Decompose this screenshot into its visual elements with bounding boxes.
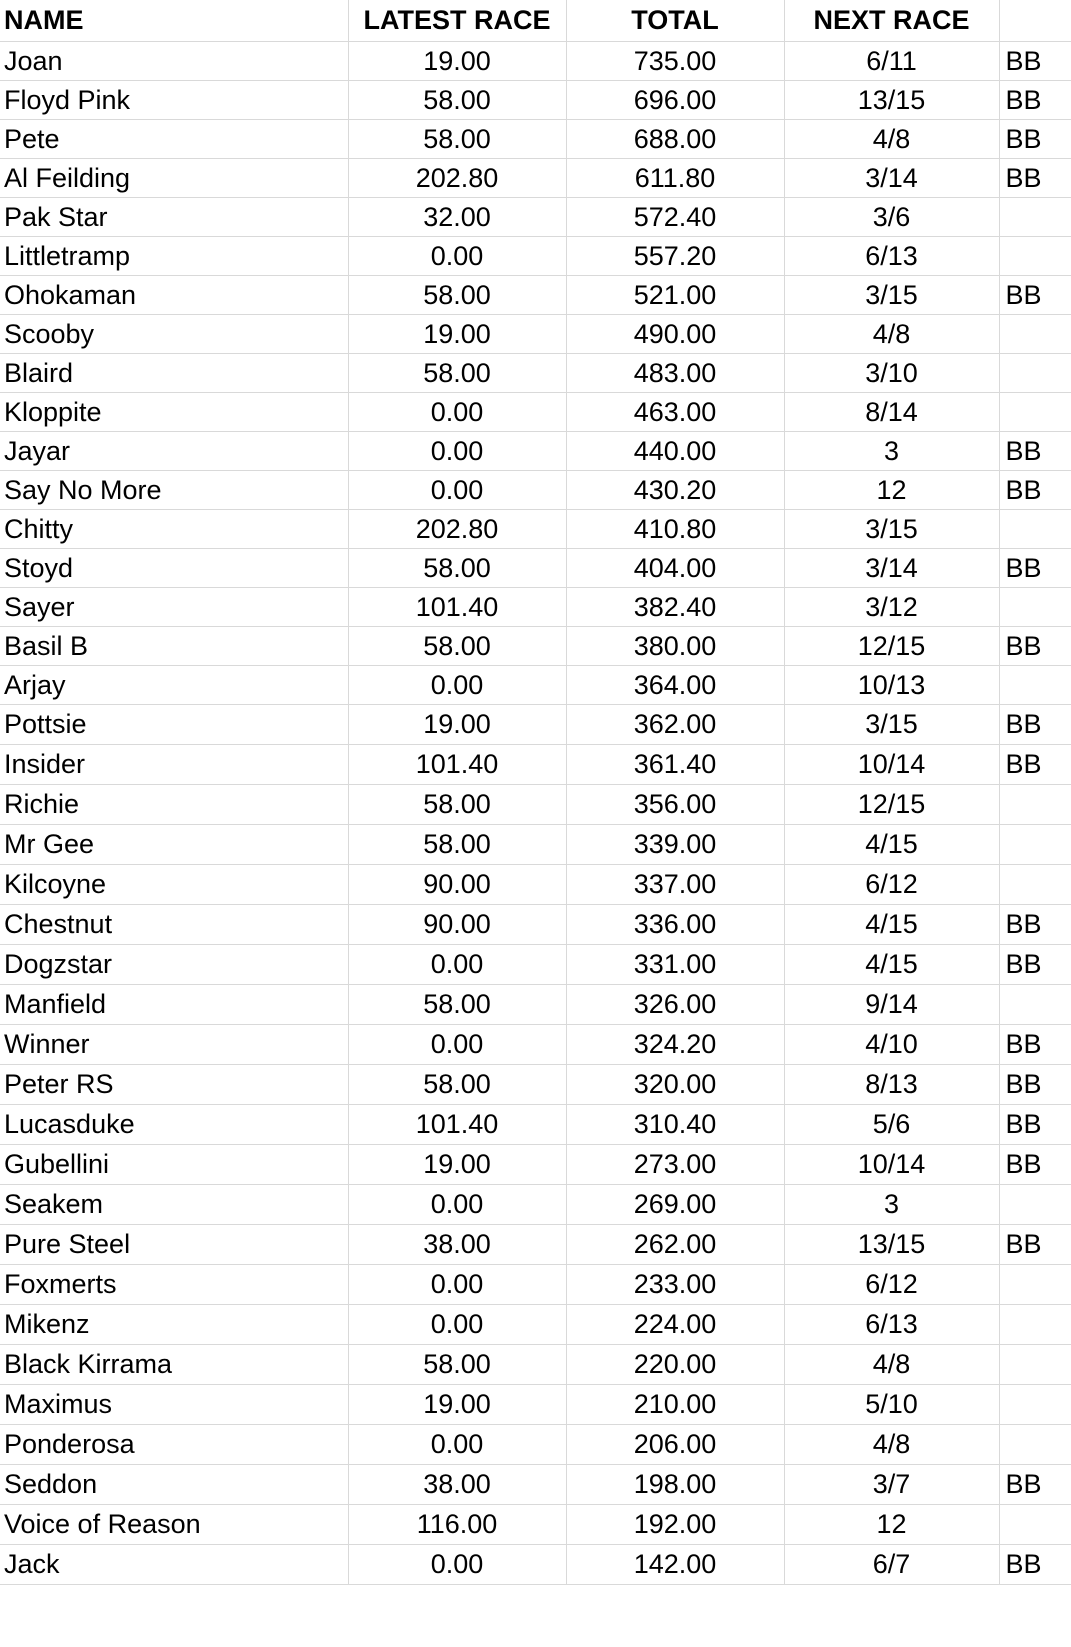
cell-flag[interactable]: BB	[999, 745, 1071, 785]
cell-latest-race[interactable]: 0.00	[348, 237, 566, 276]
cell-flag[interactable]: BB	[999, 159, 1071, 198]
cell-flag[interactable]: BB	[999, 42, 1071, 81]
cell-name[interactable]: Say No More	[0, 471, 348, 510]
cell-name[interactable]: Sayer	[0, 588, 348, 627]
cell-flag[interactable]: BB	[999, 705, 1071, 745]
cell-total[interactable]: 557.20	[566, 237, 784, 276]
cell-total[interactable]: 490.00	[566, 315, 784, 354]
cell-name[interactable]: Ponderosa	[0, 1425, 348, 1465]
cell-flag[interactable]	[999, 315, 1071, 354]
cell-total[interactable]: 220.00	[566, 1345, 784, 1385]
header-next-race[interactable]: NEXT RACE	[784, 0, 999, 42]
cell-next-race[interactable]: 5/6	[784, 1105, 999, 1145]
cell-flag[interactable]: BB	[999, 1065, 1071, 1105]
cell-name[interactable]: Pak Star	[0, 198, 348, 237]
cell-flag[interactable]	[999, 237, 1071, 276]
cell-name[interactable]: Seakem	[0, 1185, 348, 1225]
cell-latest-race[interactable]: 58.00	[348, 354, 566, 393]
header-latest-race[interactable]: LATEST RACE	[348, 0, 566, 42]
table-row	[0, 745, 1071, 785]
cell-next-race[interactable]: 13/15	[784, 81, 999, 120]
cell-total[interactable]: 483.00	[566, 354, 784, 393]
cell-name[interactable]: Richie	[0, 785, 348, 825]
cell-total[interactable]: 361.40	[566, 745, 784, 785]
cell-flag[interactable]	[999, 354, 1071, 393]
cell-next-race[interactable]: 13/15	[784, 1225, 999, 1265]
cell-next-race[interactable]: 9/14	[784, 985, 999, 1025]
cell-flag[interactable]	[999, 510, 1071, 549]
cell-next-race[interactable]: 12/15	[784, 785, 999, 825]
cell-next-race[interactable]: 5/10	[784, 1385, 999, 1425]
table-row	[0, 315, 1071, 354]
cell-latest-race[interactable]: 101.40	[348, 588, 566, 627]
table-row	[0, 1385, 1071, 1425]
cell-next-race[interactable]: 3/15	[784, 276, 999, 315]
table-row	[0, 237, 1071, 276]
cell-total[interactable]: 262.00	[566, 1225, 784, 1265]
cell-total[interactable]: 611.80	[566, 159, 784, 198]
header-flag[interactable]	[999, 0, 1071, 42]
cell-flag[interactable]: BB	[999, 120, 1071, 159]
cell-flag[interactable]	[999, 1265, 1071, 1305]
cell-flag[interactable]	[999, 1505, 1071, 1545]
table-row	[0, 1345, 1071, 1385]
table-row	[0, 945, 1071, 985]
header-row	[0, 0, 1071, 42]
cell-total[interactable]: 521.00	[566, 276, 784, 315]
cell-name[interactable]: Blaird	[0, 354, 348, 393]
cell-name[interactable]: Mikenz	[0, 1305, 348, 1345]
cell-total[interactable]: 463.00	[566, 393, 784, 432]
header-name[interactable]: NAME	[0, 0, 348, 42]
cell-next-race[interactable]: 8/14	[784, 393, 999, 432]
cell-flag[interactable]: BB	[999, 549, 1071, 588]
cell-name[interactable]: Mr Gee	[0, 825, 348, 865]
cell-name[interactable]: Arjay	[0, 666, 348, 705]
cell-flag[interactable]: BB	[999, 1465, 1071, 1505]
cell-name[interactable]: Al Feilding	[0, 159, 348, 198]
cell-flag[interactable]	[999, 1425, 1071, 1465]
cell-name[interactable]: Winner	[0, 1025, 348, 1065]
cell-latest-race[interactable]: 58.00	[348, 276, 566, 315]
cell-latest-race[interactable]: 116.00	[348, 1505, 566, 1545]
cell-total[interactable]: 339.00	[566, 825, 784, 865]
cell-name[interactable]: Insider	[0, 745, 348, 785]
cell-latest-race[interactable]: 38.00	[348, 1225, 566, 1265]
cell-next-race[interactable]: 4/8	[784, 315, 999, 354]
cell-total[interactable]: 326.00	[566, 985, 784, 1025]
cell-next-race[interactable]: 4/8	[784, 120, 999, 159]
cell-total[interactable]: 273.00	[566, 1145, 784, 1185]
cell-flag[interactable]: BB	[999, 1145, 1071, 1185]
cell-next-race[interactable]: 10/14	[784, 1145, 999, 1185]
cell-flag[interactable]: BB	[999, 432, 1071, 471]
table-row	[0, 393, 1071, 432]
table-row	[0, 276, 1071, 315]
cell-flag[interactable]	[999, 1385, 1071, 1425]
cell-name[interactable]: Jack	[0, 1545, 348, 1585]
cell-next-race[interactable]: 4/15	[784, 825, 999, 865]
header-total[interactable]: TOTAL	[566, 0, 784, 42]
cell-next-race[interactable]: 10/13	[784, 666, 999, 705]
cell-flag[interactable]	[999, 985, 1071, 1025]
cell-flag[interactable]	[999, 1185, 1071, 1225]
cell-latest-race[interactable]: 101.40	[348, 745, 566, 785]
cell-latest-race[interactable]: 19.00	[348, 1145, 566, 1185]
cell-latest-race[interactable]: 58.00	[348, 985, 566, 1025]
cell-flag[interactable]: BB	[999, 1025, 1071, 1065]
cell-next-race[interactable]: 3/15	[784, 510, 999, 549]
cell-total[interactable]: 572.40	[566, 198, 784, 237]
cell-latest-race[interactable]: 38.00	[348, 1465, 566, 1505]
cell-latest-race[interactable]: 19.00	[348, 705, 566, 745]
cell-latest-race[interactable]: 0.00	[348, 945, 566, 985]
cell-next-race[interactable]: 3/14	[784, 159, 999, 198]
cell-flag[interactable]	[999, 865, 1071, 905]
cell-name[interactable]: Pottsie	[0, 705, 348, 745]
cell-latest-race[interactable]: 0.00	[348, 1545, 566, 1585]
cell-next-race[interactable]: 4/15	[784, 945, 999, 985]
cell-name[interactable]: Littletramp	[0, 237, 348, 276]
table-row	[0, 471, 1071, 510]
table-row	[0, 825, 1071, 865]
cell-flag[interactable]	[999, 393, 1071, 432]
cell-name[interactable]: Kilcoyne	[0, 865, 348, 905]
table-body	[0, 42, 1071, 1585]
cell-next-race[interactable]: 3/10	[784, 354, 999, 393]
cell-name[interactable]: Voice of Reason	[0, 1505, 348, 1545]
table-row	[0, 1185, 1071, 1225]
cell-next-race[interactable]: 10/14	[784, 745, 999, 785]
cell-next-race[interactable]: 6/7	[784, 1545, 999, 1585]
cell-total[interactable]: 430.20	[566, 471, 784, 510]
cell-latest-race[interactable]: 19.00	[348, 315, 566, 354]
cell-flag[interactable]	[999, 666, 1071, 705]
table-row	[0, 42, 1071, 81]
cell-total[interactable]: 356.00	[566, 785, 784, 825]
cell-latest-race[interactable]: 58.00	[348, 785, 566, 825]
cell-next-race[interactable]: 6/13	[784, 1305, 999, 1345]
cell-total[interactable]: 310.40	[566, 1105, 784, 1145]
cell-latest-race[interactable]: 0.00	[348, 1305, 566, 1345]
table-row	[0, 985, 1071, 1025]
cell-next-race[interactable]: 4/8	[784, 1345, 999, 1385]
cell-next-race[interactable]: 12/15	[784, 627, 999, 666]
cell-total[interactable]: 364.00	[566, 666, 784, 705]
cell-flag[interactable]	[999, 1305, 1071, 1345]
cell-latest-race[interactable]: 0.00	[348, 1425, 566, 1465]
table-row	[0, 905, 1071, 945]
cell-next-race[interactable]: 3/14	[784, 549, 999, 588]
cell-latest-race[interactable]: 0.00	[348, 1185, 566, 1225]
cell-name[interactable]: Chestnut	[0, 905, 348, 945]
table-row	[0, 1465, 1071, 1505]
cell-total[interactable]: 206.00	[566, 1425, 784, 1465]
cell-name[interactable]: Gubellini	[0, 1145, 348, 1185]
cell-next-race[interactable]: 3/7	[784, 1465, 999, 1505]
cell-name[interactable]: Lucasduke	[0, 1105, 348, 1145]
table-row	[0, 666, 1071, 705]
cell-next-race[interactable]: 3	[784, 1185, 999, 1225]
table-row	[0, 1065, 1071, 1105]
table-row	[0, 510, 1071, 549]
table-row	[0, 588, 1071, 627]
cell-total[interactable]: 224.00	[566, 1305, 784, 1345]
cell-flag[interactable]: BB	[999, 1545, 1071, 1585]
cell-name[interactable]: Seddon	[0, 1465, 348, 1505]
cell-name[interactable]: Maximus	[0, 1385, 348, 1425]
cell-latest-race[interactable]: 19.00	[348, 1385, 566, 1425]
cell-name[interactable]: Stoyd	[0, 549, 348, 588]
cell-latest-race[interactable]: 101.40	[348, 1105, 566, 1145]
cell-total[interactable]: 210.00	[566, 1385, 784, 1425]
table-row	[0, 705, 1071, 745]
cell-total[interactable]: 331.00	[566, 945, 784, 985]
cell-latest-race[interactable]: 0.00	[348, 1265, 566, 1305]
cell-total[interactable]: 696.00	[566, 81, 784, 120]
cell-latest-race[interactable]: 90.00	[348, 865, 566, 905]
cell-latest-race[interactable]: 0.00	[348, 432, 566, 471]
cell-next-race[interactable]: 6/11	[784, 42, 999, 81]
cell-total[interactable]: 142.00	[566, 1545, 784, 1585]
table-row	[0, 1225, 1071, 1265]
table-row	[0, 120, 1071, 159]
table-row	[0, 1505, 1071, 1545]
cell-flag[interactable]: BB	[999, 276, 1071, 315]
table-row	[0, 549, 1071, 588]
cell-next-race[interactable]: 12	[784, 471, 999, 510]
cell-latest-race[interactable]: 58.00	[348, 825, 566, 865]
cell-name[interactable]: Black Kirrama	[0, 1345, 348, 1385]
cell-latest-race[interactable]: 32.00	[348, 198, 566, 237]
cell-total[interactable]: 337.00	[566, 865, 784, 905]
cell-latest-race[interactable]: 58.00	[348, 1065, 566, 1105]
cell-name[interactable]: Pete	[0, 120, 348, 159]
cell-flag[interactable]	[999, 1345, 1071, 1385]
cell-next-race[interactable]: 3/15	[784, 705, 999, 745]
cell-next-race[interactable]: 4/8	[784, 1425, 999, 1465]
table-row	[0, 81, 1071, 120]
cell-total[interactable]: 320.00	[566, 1065, 784, 1105]
cell-latest-race[interactable]: 58.00	[348, 120, 566, 159]
cell-latest-race[interactable]: 58.00	[348, 81, 566, 120]
cell-name[interactable]: Chitty	[0, 510, 348, 549]
cell-next-race[interactable]: 4/10	[784, 1025, 999, 1065]
table-row	[0, 1265, 1071, 1305]
table-row	[0, 627, 1071, 666]
cell-name[interactable]: Joan	[0, 42, 348, 81]
cell-name[interactable]: Floyd Pink	[0, 81, 348, 120]
cell-total[interactable]: 269.00	[566, 1185, 784, 1225]
cell-next-race[interactable]: 6/12	[784, 865, 999, 905]
cell-flag[interactable]: BB	[999, 945, 1071, 985]
cell-next-race[interactable]: 4/15	[784, 905, 999, 945]
table-row	[0, 1105, 1071, 1145]
table-row	[0, 1545, 1071, 1585]
cell-total[interactable]: 735.00	[566, 42, 784, 81]
table-row	[0, 354, 1071, 393]
cell-next-race[interactable]: 12	[784, 1505, 999, 1545]
cell-name[interactable]: Peter RS	[0, 1065, 348, 1105]
cell-flag[interactable]	[999, 825, 1071, 865]
table-row	[0, 1025, 1071, 1065]
cell-latest-race[interactable]: 202.80	[348, 510, 566, 549]
cell-latest-race[interactable]: 0.00	[348, 666, 566, 705]
cell-name[interactable]: Pure Steel	[0, 1225, 348, 1265]
cell-name[interactable]: Kloppite	[0, 393, 348, 432]
cell-flag[interactable]	[999, 588, 1071, 627]
cell-flag[interactable]: BB	[999, 905, 1071, 945]
table-row	[0, 1425, 1071, 1465]
cell-latest-race[interactable]: 58.00	[348, 1345, 566, 1385]
cell-latest-race[interactable]: 58.00	[348, 627, 566, 666]
table-row	[0, 1145, 1071, 1185]
table-row	[0, 865, 1071, 905]
cell-flag[interactable]: BB	[999, 1105, 1071, 1145]
cell-latest-race[interactable]: 58.00	[348, 549, 566, 588]
cell-flag[interactable]: BB	[999, 1225, 1071, 1265]
cell-total[interactable]: 198.00	[566, 1465, 784, 1505]
cell-next-race[interactable]: 8/13	[784, 1065, 999, 1105]
table-row	[0, 432, 1071, 471]
cell-latest-race[interactable]: 0.00	[348, 393, 566, 432]
cell-name[interactable]: Basil B	[0, 627, 348, 666]
cell-name[interactable]: Scooby	[0, 315, 348, 354]
cell-total[interactable]: 192.00	[566, 1505, 784, 1545]
cell-total[interactable]: 336.00	[566, 905, 784, 945]
cell-name[interactable]: Dogzstar	[0, 945, 348, 985]
cell-total[interactable]: 440.00	[566, 432, 784, 471]
cell-total[interactable]: 382.40	[566, 588, 784, 627]
cell-latest-race[interactable]: 0.00	[348, 471, 566, 510]
cell-latest-race[interactable]: 202.80	[348, 159, 566, 198]
cell-total[interactable]: 362.00	[566, 705, 784, 745]
cell-total[interactable]: 380.00	[566, 627, 784, 666]
cell-flag[interactable]: BB	[999, 81, 1071, 120]
table-row	[0, 198, 1071, 237]
cell-name[interactable]: Jayar	[0, 432, 348, 471]
cell-total[interactable]: 324.20	[566, 1025, 784, 1065]
cell-latest-race[interactable]: 0.00	[348, 1025, 566, 1065]
cell-next-race[interactable]: 6/13	[784, 237, 999, 276]
cell-next-race[interactable]: 3/6	[784, 198, 999, 237]
cell-name[interactable]: Manfield	[0, 985, 348, 1025]
table-row	[0, 159, 1071, 198]
cell-total[interactable]: 688.00	[566, 120, 784, 159]
cell-total[interactable]: 404.00	[566, 549, 784, 588]
cell-next-race[interactable]: 6/12	[784, 1265, 999, 1305]
cell-total[interactable]: 233.00	[566, 1265, 784, 1305]
table-row	[0, 785, 1071, 825]
cell-flag[interactable]	[999, 198, 1071, 237]
cell-flag[interactable]: BB	[999, 627, 1071, 666]
cell-flag[interactable]: BB	[999, 471, 1071, 510]
cell-next-race[interactable]: 3	[784, 432, 999, 471]
cell-total[interactable]: 410.80	[566, 510, 784, 549]
table-row	[0, 1305, 1071, 1345]
cell-latest-race[interactable]: 90.00	[348, 905, 566, 945]
cell-name[interactable]: Ohokaman	[0, 276, 348, 315]
cell-name[interactable]: Foxmerts	[0, 1265, 348, 1305]
cell-latest-race[interactable]: 19.00	[348, 42, 566, 81]
cell-next-race[interactable]: 3/12	[784, 588, 999, 627]
cell-flag[interactable]	[999, 785, 1071, 825]
